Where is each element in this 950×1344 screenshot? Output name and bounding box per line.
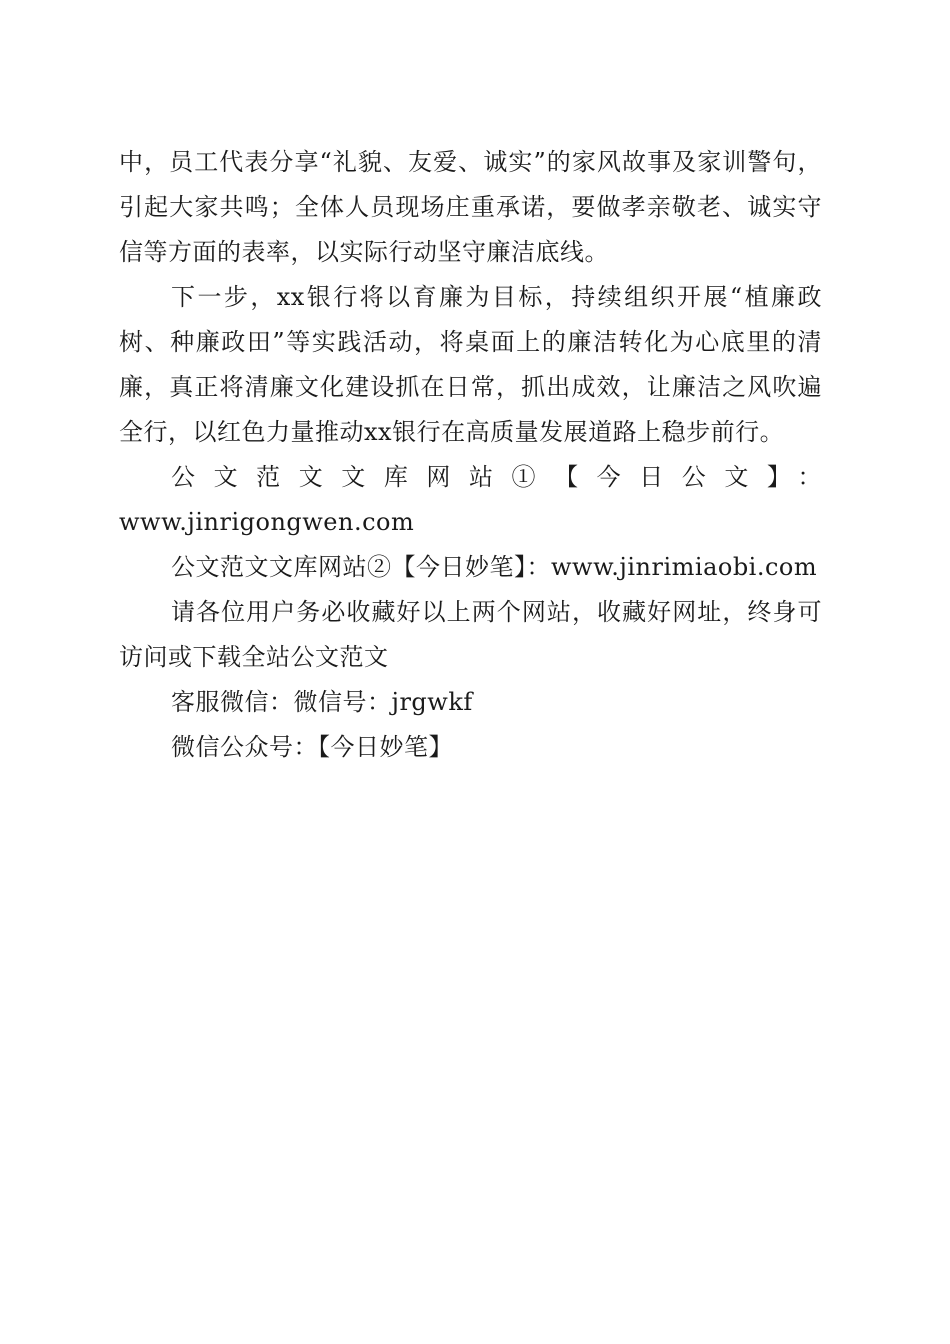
site1-label: 公文范文文库网站①【今日公文】： (171, 463, 822, 491)
wechat-public-account: 微信公众号：【今日妙笔】 (171, 733, 453, 761)
wechat-service: 客服微信：微信号：jrgwkf (171, 688, 473, 716)
site2-line: 公文范文文库网站②【今日妙笔】：www.jinrimiaobi.com (171, 553, 818, 581)
document-page (119, 140, 822, 770)
bookmark-notice: 请各位用户务必收藏好以上两个网站，收藏好网址，终身可访问或下载全站公文范文 (119, 598, 822, 671)
body-paragraph-2: 下一步，xx银行将以育廉为目标，持续组织开展“植廉政树、种廉政田”等实践活动，将桌面上的廉洁转化为心底里的清廉，真正将清廉文化建设抓在日常，抓出成效，让廉洁之风吹遍全行，以红色力量推动xx银行在高质量发展道路上稳步前行。 (119, 283, 822, 446)
body-paragraph-1: 中，员工代表分享“礼貌、友爱、诚实”的家风故事及家训警句，引起大家共鸣；全体人员现场庄重承诺，要做孝亲敬老、诚实守信等方面的表率，以实际行动坚守廉洁底线。 (119, 148, 822, 266)
site1-url: www.jinrigongwen.com (119, 508, 415, 536)
